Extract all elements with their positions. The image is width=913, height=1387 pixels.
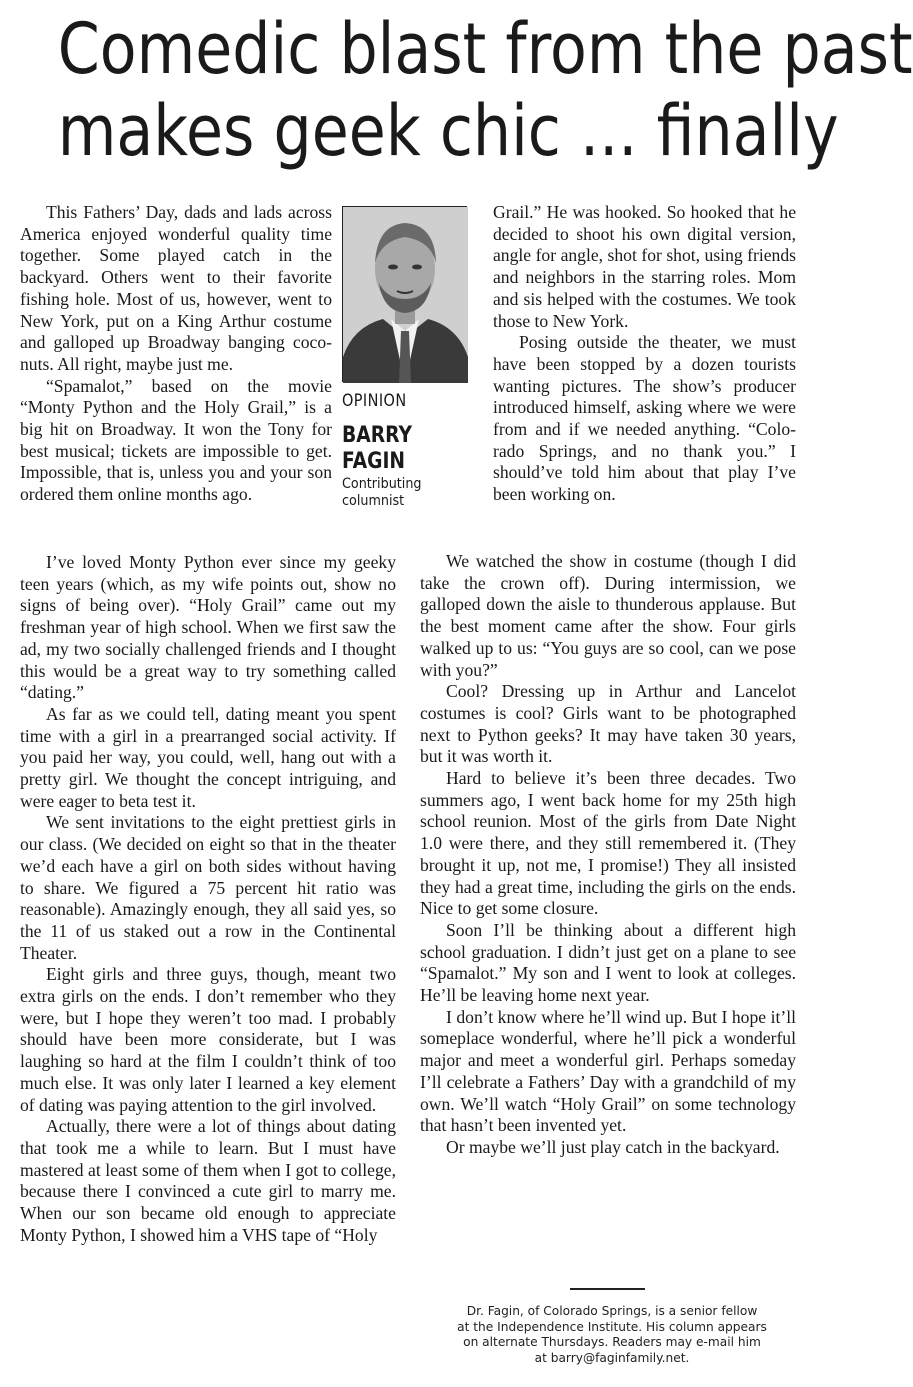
author-bio [432, 1304, 792, 1366]
paragraph: Posing outside the theater, we must have been stopped by a dozen tourists wanting pictures. The show’s producer introduced himself, asking where we were from and if we needed anything. “Colorado Springs, and no thank you.” I should’ve told him about that play I’ve been working on. [493, 332, 796, 505]
paragraph: This Fathers’ Day, dads and lads across America enjoyed wonderful quality time together. Some played catch in the backyard. Others went to their favorite fishing hole. Most of us, however, went to New York, put on a King Arthur costume and galloped up Broadway banging coconuts. All right, maybe just me. [20, 202, 332, 374]
author-bio-line: on alternate Thursdays. Readers may e-mail him [463, 1335, 761, 1349]
column-2-top [493, 202, 796, 506]
divider-rule [570, 1288, 645, 1290]
column-2-bottom [420, 551, 796, 1159]
paragraph: I don’t know where he’ll wind up. But I hope it’ll someplace wonderful, where he’ll pick a wonderful major and meet a wonderful girl. Perhaps someday I’ll celebrate a Fathers’ Day with a grandchild of my own. We’ll watch “Holy Grail” on some technology that hasn’t been invented yet. [420, 1006, 796, 1136]
author-bio-line: Dr. Fagin, of Colorado Springs, is a senior fellow [466, 1304, 758, 1318]
headline-line-1: Comedic blast from the past [57, 8, 913, 90]
columnist-photo [342, 206, 467, 382]
author-role [342, 476, 439, 510]
paragraph: We sent invitations to the eight prettiest girls in our class. (We decided on eight so that in the theater we’d each have a girl on both sides without having to share. We figured a 75 percent hit ratio was reasonable). Amazingly enough, they all said yes, so the 11 of us staked out a row in the Continental Theater. [20, 812, 396, 963]
paragraph: Eight girls and three guys, though, meant two extra girls on the ends. I don’t remember who they were, but I hope they weren’t too mad. I probably should have been more considerate, but I was laughing so hard at the film I couldn’t think of too much else. It was only later I learned a key element of dating was paying attention to the girl involved. [20, 964, 396, 1115]
author-last-name: FAGIN [342, 449, 406, 474]
section-kicker: OPINION [342, 391, 407, 411]
paragraph: Cool? Dressing up in Arthur and Lancelot costumes is cool? Girls want to be photographed next to Python geeks? It may have taken 30 years, but it was worth it. [420, 681, 796, 767]
paragraph: We watched the show in costume (though I did take the crown off). During intermission, we galloped down the aisle to thunderous applause. But the best moment came after the show. Four girls walked up to us: “You guys are so cool, can we pose with you?” [420, 551, 796, 680]
columnist-portrait-icon [343, 207, 468, 383]
headline-line-2: makes geek chic ... finally [57, 90, 839, 172]
paragraph: I’ve loved Monty Python ever since my geeky teen years (which, as my wife points out, show no signs of being over). “Holy Grail” came out my freshman year of high school. When we first saw the ad, my two socially challenged friends and I thought this would be a great way to try something called “dating.” [20, 552, 396, 703]
author-bio-line: at the Independence Institute. His column appears [457, 1319, 767, 1334]
paragraph: As far as we could tell, dating meant you spent time with a girl in a prearranged social activity. If you paid her way, you could, well, hang out with a pretty girl. We thought the concept intriguing, and were eager to beta test it. [20, 703, 396, 811]
column-1-bottom [20, 552, 396, 1247]
column-1-top [20, 202, 332, 506]
author-name [342, 423, 427, 475]
paragraph: Or maybe we’ll just play catch in the backyard. [446, 1136, 780, 1157]
paragraph: Grail.” He was hooked. So hooked that he decided to shoot his own digital version, angle for angle, shot for shot, using friends and neighbors in the starring roles. Mom and sis helped with the costumes. We took those to New York. [493, 202, 796, 331]
paragraph: Hard to believe it’s been three decades. Two summers ago, I went back home for my 25th high school reunion. Most of the girls from Date Night 1.0 were there, and they still remembered it. (They brought it up, not me, I promise!) They all insisted they had a great time, including the girls on the ends. Nice to get some closure. [420, 768, 796, 919]
author-role-line: Contributing [342, 476, 422, 492]
paragraph: Soon I’ll be thinking about a different high school graduation. I didn’t just get on a plane to see “Spamalot.” My son and I went to look at colleges. He’ll be leaving home next year. [420, 919, 796, 1006]
author-role-line: columnist [342, 493, 405, 509]
author-bio-line: at barry@faginfamily.net. [534, 1350, 690, 1365]
headline [57, 8, 913, 172]
paragraph: Actually, there were a lot of things about dating that took me a while to learn. But I must have mastered at least some of them when I got to college, because there I convinced a cute girl to marry me. When our son became old enough to appreciate Monty Python, I showed him a VHS tape of “Holy [20, 1116, 396, 1245]
paragraph: “Spamalot,” based on the movie “Monty Python and the Holy Grail,” is a big hit on Broadway. It won the Tony for best musical; tickets are impossible to get. Impossible, that is, unless you and your son ordered them online months ago. [20, 375, 332, 505]
author-first-name: BARRY [342, 423, 413, 448]
